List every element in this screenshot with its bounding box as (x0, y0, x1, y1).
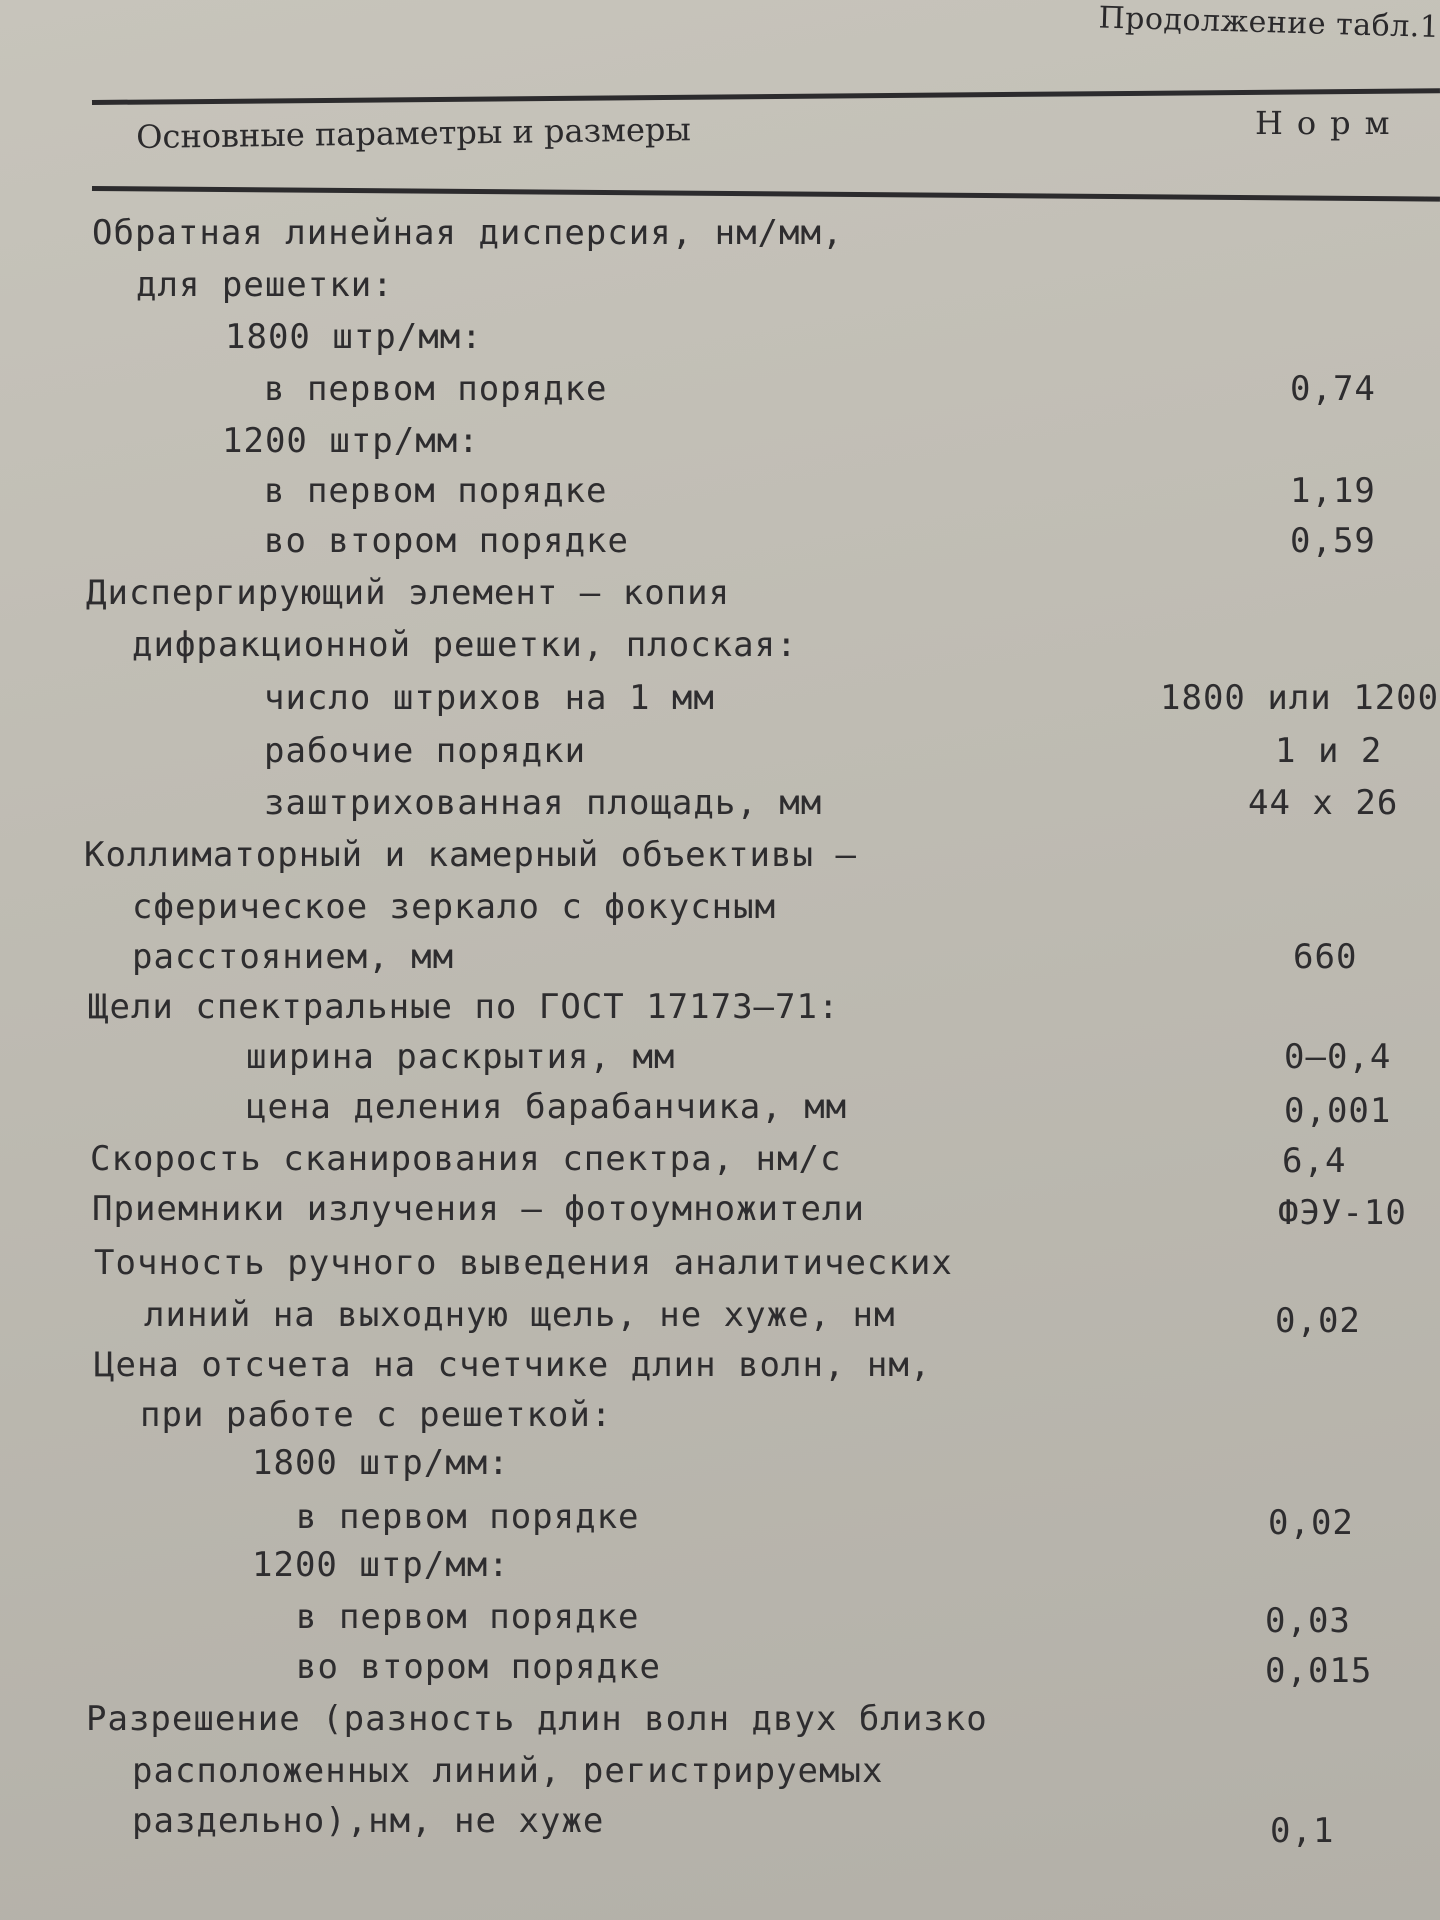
table-row-value: 0,001 (1284, 1091, 1392, 1131)
table-row-value: 0,74 (1290, 369, 1376, 409)
table-row-label: во втором порядке (264, 521, 629, 561)
table-row-value: ФЭУ-10 (1278, 1193, 1407, 1233)
table-row-value: 0,015 (1265, 1651, 1373, 1691)
table-row-value: 0–0,4 (1284, 1037, 1392, 1077)
table-row-label: дифракционной решетки, плоская: (132, 625, 798, 665)
table-row-label: Коллиматорный и камерный объективы – (84, 835, 857, 875)
table-row-label: 1200 штр/мм: (222, 421, 480, 461)
table-row-label: 1200 штр/мм: (252, 1545, 510, 1585)
table-row-label: в первом порядке (296, 1597, 640, 1637)
table-row-value: 0,02 (1275, 1301, 1361, 1341)
table-row-value: 660 (1293, 937, 1358, 977)
table-row-label: Цена отсчета на счетчике длин волн, нм, (94, 1345, 932, 1385)
table-row-label: Приемники излучения – фотоумножители (92, 1189, 865, 1229)
table-row-label: во втором порядке (296, 1647, 661, 1687)
table-row-label: рабочие порядки (264, 731, 587, 771)
table-row-label: при работе с решеткой: (140, 1395, 613, 1435)
table-row-label: расположенных линий, регистрируемых (132, 1751, 884, 1791)
table-row-label: заштрихованная площадь, мм (264, 783, 823, 823)
column-header-parameters: Основные параметры и размеры (136, 110, 692, 156)
table-row-label: цена деления барабанчика, мм (246, 1087, 848, 1127)
table-row-label: сферическое зеркало с фокусным (132, 887, 777, 927)
table-row-value: 1800 или 1200 (1160, 678, 1440, 718)
table-row-label: в первом порядке (264, 471, 608, 511)
table-row-label: Щели спектральные по ГОСТ 17173–71: (88, 987, 840, 1027)
table-row-label: ширина раскрытия, мм (246, 1037, 676, 1077)
table-row-label: для решетки: (136, 265, 394, 305)
table-row-value: 0,03 (1265, 1601, 1351, 1641)
column-header-norm: Норм (1255, 104, 1404, 142)
table-row-label: раздельно),нм, не хуже (132, 1801, 605, 1841)
table-row-label: число штрихов на 1 мм (264, 678, 715, 718)
continuation-label: Продолжение табл.1 (1098, 0, 1440, 45)
table-row-value: 1 и 2 (1275, 731, 1383, 771)
table-row-value: 0,59 (1290, 521, 1376, 561)
table-row-label: 1800 штр/мм: (225, 317, 483, 357)
table-row-label: 1800 штр/мм: (252, 1443, 510, 1483)
table-row-value: 6,4 (1282, 1141, 1347, 1181)
table-row-label: Точность ручного выведения аналитических (94, 1243, 953, 1283)
table-row-label: расстоянием, мм (132, 937, 455, 977)
table-row-label: Диспергирующий элемент – копия (86, 573, 731, 613)
table-row-label: в первом порядке (264, 369, 608, 409)
table-row-label: Обратная линейная дисперсия, нм/мм, (92, 213, 844, 253)
table-row-label: Скорость сканирования спектра, нм/с (90, 1139, 842, 1179)
table-row-label: Разрешение (разность длин волн двух близко (86, 1699, 988, 1739)
table-row-value: 0,1 (1270, 1811, 1335, 1851)
table-row-value: 1,19 (1290, 471, 1376, 511)
table-row-label: в первом порядке (296, 1497, 640, 1537)
table-row-value: 44 x 26 (1248, 783, 1399, 823)
table-row-label: линий на выходную щель, не хуже, нм (144, 1295, 896, 1335)
table-row-value: 0,02 (1268, 1503, 1354, 1543)
